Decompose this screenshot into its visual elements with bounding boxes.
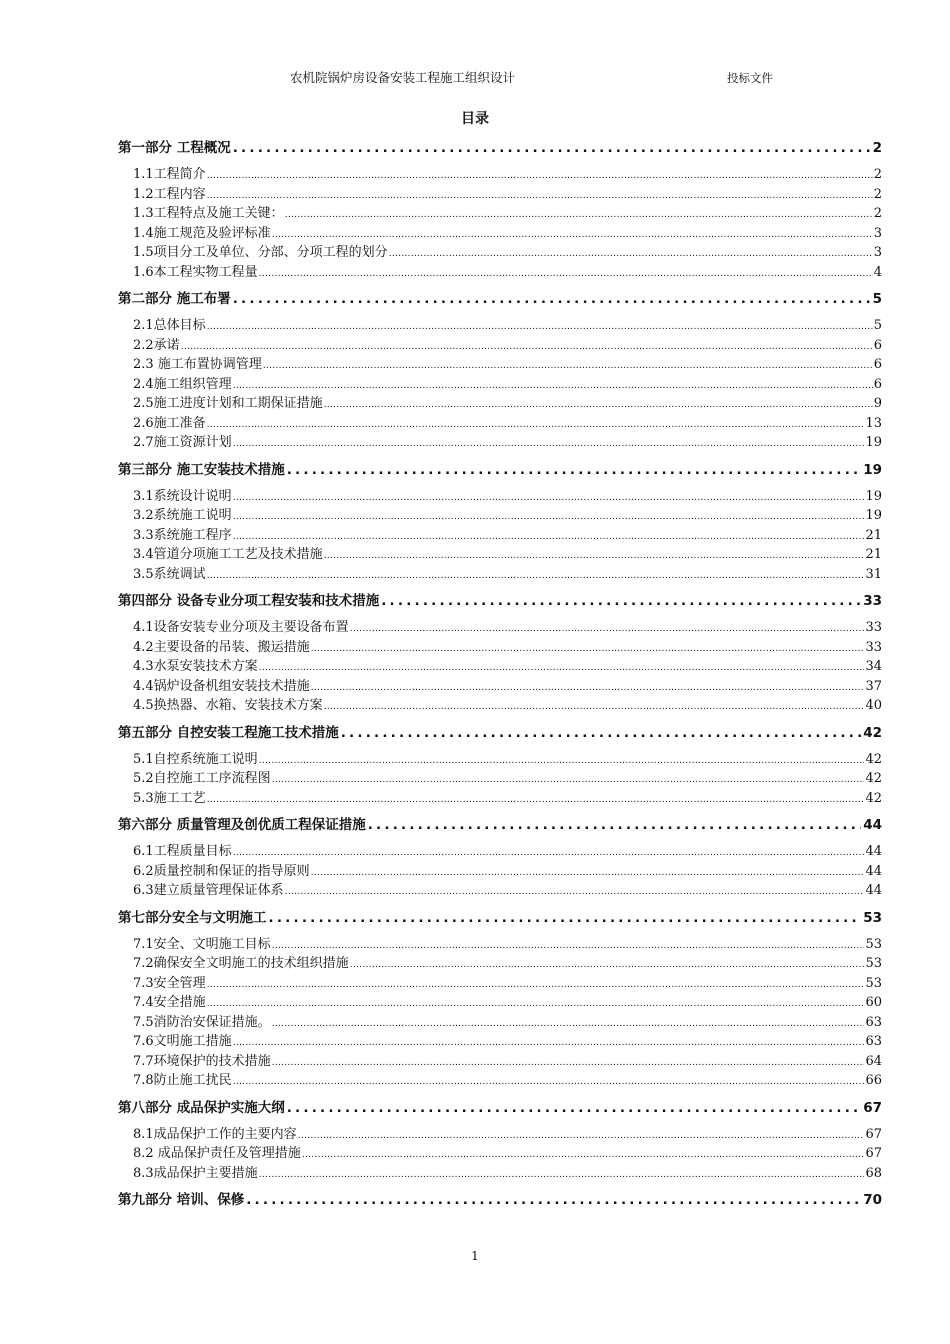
- toc-item-entry[interactable]: [118, 222, 882, 242]
- toc-item-entry[interactable]: [118, 860, 882, 880]
- toc-item-entry[interactable]: [118, 933, 882, 953]
- toc-item-label: 5.3施工工艺: [133, 790, 206, 806]
- toc-item-label: 3.1系统设计说明: [133, 488, 232, 504]
- toc-part-entry[interactable]: [118, 813, 882, 835]
- dot-leader: [272, 1058, 865, 1068]
- toc-item-label: 7.3安全管理: [133, 975, 206, 991]
- toc-part-label: 第一部分 工程概况: [118, 140, 231, 156]
- toc-item-entry[interactable]: [118, 636, 882, 656]
- toc-page-number: 68: [865, 1165, 882, 1181]
- dot-leader: [207, 171, 873, 181]
- toc-page-number: 53: [865, 956, 882, 971]
- dot-leader: [259, 756, 865, 766]
- toc-item-entry[interactable]: [118, 373, 882, 393]
- toc-item-label: 7.6文明施工措施: [133, 1034, 232, 1049]
- toc-item-label: 2.7施工资源计划: [133, 435, 232, 450]
- toc-item-label: 1.5项目分工及单位、分部、分项工程的划分: [133, 245, 388, 260]
- toc-item-entry[interactable]: [118, 840, 882, 860]
- toc-page-number: 33: [865, 639, 882, 655]
- toc-item-entry[interactable]: [118, 991, 882, 1011]
- dot-leader: [311, 868, 865, 878]
- toc-part-entry[interactable]: [118, 721, 882, 743]
- toc-item-entry[interactable]: [118, 563, 882, 583]
- toc-item-entry[interactable]: [118, 183, 882, 203]
- dot-leader: [259, 663, 865, 673]
- toc-page-number: 6: [873, 376, 882, 392]
- document-type: 投标文件: [727, 71, 773, 85]
- toc-page-number: 67: [865, 1146, 882, 1161]
- toc-item-entry[interactable]: [118, 879, 882, 899]
- dot-leader: [272, 1019, 865, 1029]
- toc-page-number: 6: [873, 337, 882, 353]
- dot-leader: [302, 1150, 865, 1160]
- toc-page-number: 2: [872, 140, 882, 156]
- toc-item-entry[interactable]: [118, 485, 882, 505]
- toc-item-label: 7.4安全措施: [133, 995, 206, 1010]
- toc-page-number: 33: [865, 620, 882, 635]
- toc-part-entry[interactable]: [118, 589, 882, 611]
- toc-page-number: 70: [863, 1192, 882, 1208]
- dot-leader: [259, 269, 873, 279]
- toc-item-entry[interactable]: [118, 1030, 882, 1050]
- dot-leader: [233, 848, 865, 858]
- toc-page-number: 44: [865, 863, 882, 879]
- dot-leader: [233, 1077, 865, 1087]
- dot-leader: [311, 683, 865, 693]
- dot-leader: [272, 775, 865, 785]
- toc-page-number: 60: [865, 995, 882, 1010]
- toc-page-number: 19: [863, 461, 882, 478]
- toc-page-number: 21: [865, 547, 882, 562]
- dot-leader: [233, 493, 865, 503]
- toc-item-label: 7.2确保安全文明施工的技术组织措施: [133, 956, 349, 971]
- toc-item-label: 8.2 成品保护责任及管理措施: [133, 1146, 301, 1161]
- dot-leader: [272, 230, 873, 240]
- dot-leader: [285, 210, 873, 220]
- toc-item-entry[interactable]: [118, 972, 882, 992]
- dot-leader: [298, 1131, 865, 1141]
- dot-leader: [207, 795, 865, 805]
- toc-item-label: 1.3工程特点及施工关键：: [133, 206, 284, 221]
- toc-part-label: 第四部分 设备专业分项工程安装和技术措施: [118, 593, 380, 609]
- toc-item-entry[interactable]: [118, 1011, 882, 1031]
- toc-page-number: 44: [863, 817, 882, 833]
- dot-leader: [324, 702, 865, 712]
- toc-item-label: 7.5消防治安保证措施。: [133, 1014, 271, 1030]
- toc-item-entry[interactable]: [118, 767, 882, 787]
- toc-item-label: 6.2质量控制和保证的指导原则: [133, 863, 310, 879]
- toc-item-entry[interactable]: [118, 431, 882, 451]
- toc-item-entry[interactable]: [118, 1050, 882, 1070]
- table-of-contents: [118, 136, 882, 1215]
- toc-item-label: 7.8防止施工扰民: [133, 1073, 232, 1088]
- toc-page-number: 2: [873, 186, 882, 202]
- dot-leader: [381, 593, 861, 609]
- toc-item-entry[interactable]: [118, 392, 882, 412]
- toc-item-label: 4.1设备安装专业分项及主要设备布置: [133, 620, 349, 635]
- dot-leader: [259, 1170, 865, 1180]
- toc-page-number: 42: [863, 724, 882, 741]
- document-title: 农机院锅炉房设备安装工程施工组织设计: [290, 70, 516, 85]
- toc-item-entry[interactable]: [118, 412, 882, 432]
- dot-leader: [207, 980, 865, 990]
- toc-item-entry[interactable]: [118, 524, 882, 544]
- toc-item-entry[interactable]: [118, 202, 882, 222]
- toc-item-label: 4.5换热器、水箱、安装技术方案: [133, 698, 323, 713]
- dot-leader: [233, 1038, 865, 1048]
- dot-leader: [311, 644, 865, 654]
- toc-item-entry[interactable]: [118, 261, 882, 281]
- dot-leader: [287, 462, 862, 478]
- toc-item-label: 8.3成品保护主要措施: [133, 1165, 258, 1181]
- dot-leader: [389, 249, 873, 259]
- toc-item-entry[interactable]: [118, 787, 882, 807]
- dot-leader: [233, 291, 871, 307]
- page-header: [0, 66, 950, 90]
- toc-item-entry[interactable]: [118, 314, 882, 334]
- toc-part-entry[interactable]: [118, 1188, 882, 1210]
- page-number: 1: [471, 1249, 479, 1263]
- toc-heading: 目录: [461, 111, 489, 127]
- toc-item-label: 1.1工程简介: [133, 167, 206, 182]
- toc-item-label: 8.1成品保护工作的主要内容: [133, 1126, 297, 1142]
- dot-leader: [350, 960, 865, 970]
- toc-item-label: 4.2主要设备的吊装、搬运措施: [133, 639, 310, 655]
- toc-page-number: 31: [865, 566, 882, 582]
- toc-item-label: 7.7环境保护的技术措施: [133, 1053, 271, 1069]
- toc-item-label: 2.5施工进度计划和工期保证措施: [133, 396, 323, 411]
- toc-page-number: 37: [865, 678, 882, 694]
- toc-item-entry[interactable]: [118, 241, 882, 261]
- dot-leader: [324, 551, 865, 561]
- toc-item-label: 2.3 施工布置协调管理: [133, 357, 262, 372]
- toc-page-number: 3: [873, 225, 882, 241]
- toc-item-entry[interactable]: [118, 952, 882, 972]
- toc-page-number: 33: [863, 593, 882, 609]
- toc-item-entry[interactable]: [118, 675, 882, 695]
- toc-item-label: 2.4施工组织管理: [133, 376, 232, 392]
- dot-leader: [207, 191, 873, 201]
- dot-leader: [233, 439, 865, 449]
- dot-leader: [207, 999, 865, 1009]
- toc-part-label: 第八部分 成品保护实施大纲: [118, 1099, 285, 1116]
- toc-page-number: 66: [865, 1073, 882, 1088]
- toc-page-number: 6: [873, 357, 882, 372]
- toc-item-entry[interactable]: [118, 616, 882, 636]
- toc-page-number: 67: [865, 1126, 882, 1142]
- toc-item-label: 5.2自控施工工序流程图: [133, 771, 271, 786]
- dot-leader: [233, 532, 865, 542]
- toc-page-number: 19: [865, 488, 882, 504]
- toc-item-label: 3.3系统施工程序: [133, 527, 232, 543]
- toc-part-entry[interactable]: [118, 906, 882, 928]
- dot-leader: [207, 571, 865, 581]
- toc-part-entry[interactable]: [118, 1096, 882, 1118]
- toc-part-label: 第六部分 质量管理及创优质工程保证措施: [118, 817, 366, 833]
- dot-leader: [341, 725, 862, 741]
- dot-leader: [233, 512, 865, 522]
- dot-leader: [233, 140, 871, 156]
- toc-page-number: 53: [865, 936, 882, 952]
- toc-item-label: 3.2系统施工说明: [133, 508, 232, 523]
- toc-page-number: 3: [873, 245, 882, 260]
- toc-part-entry[interactable]: [118, 287, 882, 309]
- dot-leader: [263, 361, 873, 371]
- dot-leader: [207, 420, 865, 430]
- toc-item-label: 6.3建立质量管理保证体系: [133, 883, 284, 898]
- dot-leader: [324, 400, 873, 410]
- toc-part-label: 第三部分 施工安装技术措施: [118, 461, 285, 478]
- toc-part-entry[interactable]: [118, 136, 882, 158]
- toc-item-label: 5.1自控系统施工说明: [133, 751, 258, 767]
- toc-item-entry[interactable]: [118, 1162, 882, 1182]
- toc-page-number: 44: [865, 844, 882, 859]
- toc-page-number: 63: [865, 1034, 882, 1049]
- toc-item-entry[interactable]: [118, 655, 882, 675]
- toc-page-number: 42: [865, 790, 882, 806]
- toc-page-number: 42: [865, 751, 882, 767]
- toc-page-number: 53: [863, 909, 882, 926]
- toc-item-label: 2.1总体目标: [133, 318, 206, 333]
- toc-item-label: 1.2工程内容: [133, 186, 206, 202]
- toc-page-number: 2: [873, 167, 882, 182]
- toc-page-number: 44: [865, 883, 882, 898]
- toc-page-number: 19: [865, 508, 882, 523]
- toc-page-number: 5: [872, 291, 882, 307]
- dot-leader: [246, 1192, 861, 1208]
- dot-leader: [368, 817, 862, 833]
- toc-item-label: 2.6施工准备: [133, 415, 206, 431]
- toc-item-entry[interactable]: [118, 1069, 882, 1089]
- toc-item-label: 1.4施工规范及验评标准: [133, 225, 271, 241]
- toc-item-label: 3.4管道分项施工工艺及技术措施: [133, 547, 323, 562]
- toc-item-label: 6.1工程质量目标: [133, 844, 232, 859]
- toc-part-label: 第二部分 施工布署: [118, 291, 231, 307]
- toc-page-number: 40: [865, 698, 882, 713]
- toc-item-entry[interactable]: [118, 694, 882, 714]
- toc-item-label: 2.2承诺: [133, 337, 180, 353]
- toc-page-number: 4: [873, 264, 882, 280]
- toc-part-label: 第七部分安全与文明施工: [118, 909, 267, 926]
- toc-page-number: 13: [865, 415, 882, 431]
- toc-item-entry[interactable]: [118, 334, 882, 354]
- toc-item-entry[interactable]: [118, 163, 882, 183]
- toc-item-label: 4.4锅炉设备机组安装技术措施: [133, 678, 310, 694]
- toc-item-entry[interactable]: [118, 1142, 882, 1162]
- toc-page-number: 21: [865, 527, 882, 543]
- dot-leader: [207, 322, 873, 332]
- toc-page-number: 34: [865, 659, 882, 674]
- toc-item-label: 7.1安全、文明施工目标: [133, 936, 271, 952]
- dot-leader: [272, 941, 865, 951]
- dot-leader: [285, 887, 865, 897]
- toc-part-label: 第五部分 自控安装工程施工技术措施: [118, 724, 339, 741]
- dot-leader: [233, 381, 873, 391]
- dot-leader: [181, 342, 873, 352]
- toc-page-number: 2: [873, 206, 882, 221]
- toc-page-number: 9: [873, 396, 882, 411]
- toc-item-entry[interactable]: [118, 504, 882, 524]
- toc-page-number: 64: [865, 1053, 882, 1069]
- toc-item-entry[interactable]: [118, 748, 882, 768]
- dot-leader: [269, 910, 862, 926]
- toc-item-label: 4.3水泵安装技术方案: [133, 659, 258, 674]
- toc-item-entry[interactable]: [118, 1123, 882, 1143]
- toc-page-number: 19: [865, 435, 882, 450]
- toc-item-label: 1.6本工程实物工程量: [133, 264, 258, 280]
- toc-page-number: 42: [865, 771, 882, 786]
- toc-item-entry[interactable]: [118, 543, 882, 563]
- toc-part-label: 第九部分 培训、保修: [118, 1192, 245, 1208]
- toc-page-number: 53: [865, 975, 882, 991]
- toc-part-entry[interactable]: [118, 458, 882, 480]
- dot-leader: [287, 1100, 862, 1116]
- toc-page-number: 5: [873, 318, 882, 333]
- toc-page-number: 63: [865, 1014, 882, 1030]
- toc-item-label: 3.5系统调试: [133, 566, 206, 582]
- dot-leader: [350, 624, 865, 634]
- toc-item-entry[interactable]: [118, 353, 882, 373]
- toc-page-number: 67: [863, 1099, 882, 1116]
